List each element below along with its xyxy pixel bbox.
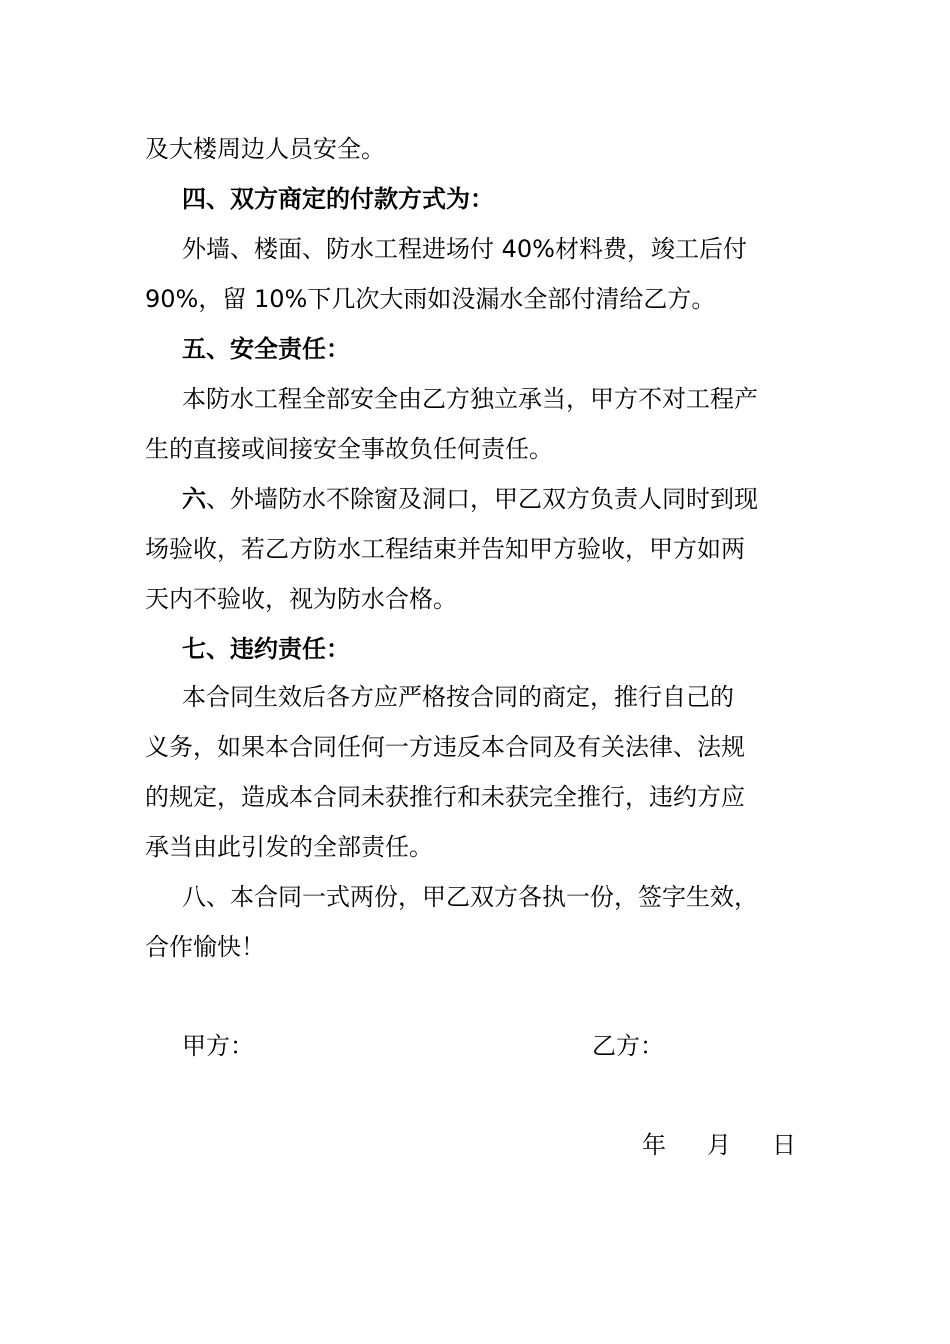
paragraph-line: 外墙、楼面、防水工程进场付 40%材料费，竣工后付: [182, 235, 747, 263]
paragraph-line: 场验收，若乙方防水工程结束并告知甲方验收，甲方如两: [145, 535, 745, 563]
paragraph-line-rest: 、外墙防水不除窗及洞口，甲乙双方负责人同时到现: [206, 485, 758, 513]
paragraph-line: 合作愉快！: [145, 933, 265, 961]
paragraph-line: 本防水工程全部安全由乙方独立承当，甲方不对工程产: [182, 385, 758, 413]
paragraph-line: 生的直接或间接安全事故负任何责任。: [145, 435, 553, 463]
paragraph-line: 天内不验收，视为防水合格。: [145, 585, 457, 613]
paragraph-line: 义务，如果本合同任何一方违反本合同及有关法律、法规: [145, 733, 745, 761]
section-heading-breach: 七、违约责任：: [182, 635, 350, 663]
section-heading-safety: 五、安全责任：: [182, 335, 350, 363]
paragraph-line: 六、外墙防水不除窗及洞口，甲乙双方负责人同时到现: [182, 485, 758, 513]
section-heading-payment: 四、双方商定的付款方式为：: [182, 185, 494, 213]
date-year-label: 年: [642, 1131, 666, 1159]
paragraph-line: 及大楼周边人员安全。: [145, 135, 385, 163]
paragraph-line: 本合同生效后各方应严格按合同的商定，推行自己的: [182, 683, 734, 711]
date-month-label: 月: [707, 1131, 731, 1159]
party-b-label: 乙方：: [592, 1032, 664, 1060]
paragraph-line: 八、本合同一式两份，甲乙双方各执一份，签字生效，: [182, 883, 758, 911]
paragraph-line: 的规定，造成本合同未获推行和未获完全推行，违约方应: [145, 783, 745, 811]
paragraph-line: 90%，留 10%下几次大雨如没漏水全部付清给乙方。: [145, 285, 716, 313]
paragraph-line: 承当由此引发的全部责任。: [145, 833, 433, 861]
date-day-label: 日: [772, 1131, 796, 1159]
party-a-label: 甲方：: [182, 1032, 254, 1060]
